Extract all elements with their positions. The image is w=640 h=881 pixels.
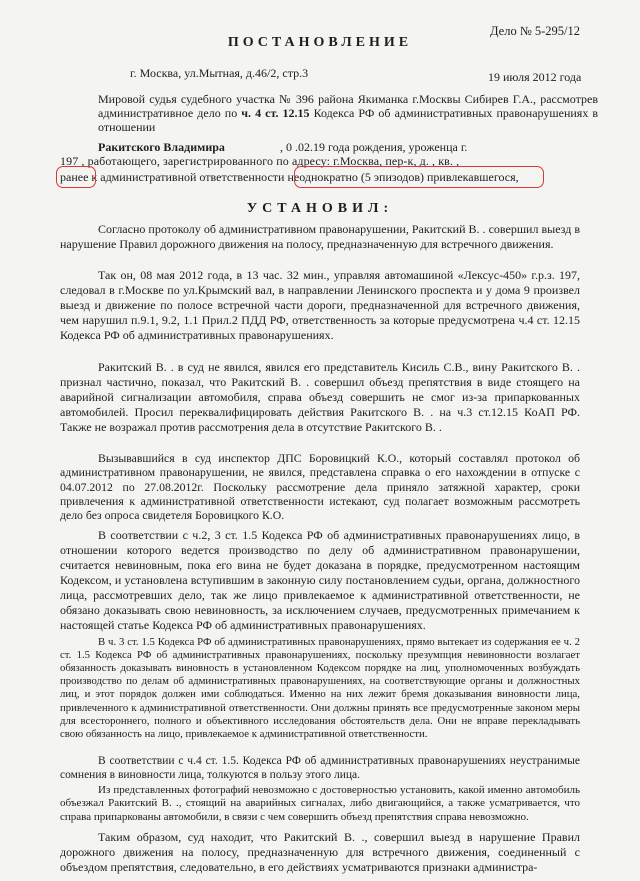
annotation-oval-episodes: [294, 166, 544, 188]
prior-middle: к административной ответственности: [91, 170, 285, 184]
court-address: г. Москва, ул.Мытная, д.46/2, стр.3: [130, 66, 309, 80]
paragraph-4: Вызывавшийся в суд инспектор ДПС Боровицкий К.О., который составлял протокол об административном правонарушении, не явился, представлена справка о его нахождении в отпуске с 04.07.2012 по 27.08.2012г. Поскольку рассмотрение дела приняло затяжной характер, сроки привлечения к административной ответственности истекают, суд полагает возможным рассмотреть дело без опроса свидетеля Боровицкого К.О.: [60, 452, 580, 523]
judge-intro: [98, 92, 598, 134]
prior-episodes: неоднократно (5 эпизодов) привлекавшегося,: [287, 170, 519, 184]
article-reference: ч. 4 ст. 12.15: [241, 106, 310, 120]
paragraph-3: Ракитский В. . в суд не явился, явился его представитель Кисиль С.В., вину Ракитского В. . признал частично, показал, что Ракитский В. . совершил объезд препятствия в виде стоящего на аварийной сигнализации автомобиля, справа объезд совершить не смог из-за припаркованных автомобилей. Просил переквалифицировать действия Ракитского В. . на ч.3 ст.12.15 КоАП РФ. Также не возражал против рассмотрения дела в отсутствие Ракитского В. .: [60, 360, 580, 434]
annotation-oval-prior: [56, 166, 96, 188]
paragraph-1: Согласно протоколу об административном правонарушении, Ракитский В. . совершил выезд в нарушение Правил дорожного движения на полосу, предназначенную для встречного движения.: [60, 222, 580, 251]
paragraph-5: В соответствии с ч.2, 3 ст. 1.5 Кодекса РФ об административных правонарушениях лицо, в отношении которого ведется производство по делу об административном правонарушении, считается невиновным, пока его вина не будет доказана в порядке, предусмотренном настоящим Кодексом, и установлена вступившим в законную силу постановлением судьи, органа, должностного лица, рассмотревших дело, так же лицо привлекаемое к административной ответственности, не обязано доказывать свою невиновность, за исключением случаев, предусмотренных примечанием к настоящей статье Кодекса РФ об административных правонарушениях.: [60, 528, 580, 632]
paragraph-8: Из представленных фотографий невозможно с достоверностью установить, какой именно автомобиль объезжал Ракитский В. ., стоящий на аварийных сигналах, либо двигающийся, а также усматривается, что справа припаркованы автомобили, в связи с чем совершить объезд препятствия справа невозможно.: [60, 784, 580, 823]
defendant-name: Ракитского Владимира: [98, 140, 225, 154]
defendant-address: 197 , работающего, зарегистрированного по адресу: г.Москва, пер-к, д. , кв. ,: [60, 154, 460, 168]
paragraph-7: В соответствии с ч.4 ст. 1.5. Кодекса РФ об административных правонарушениях неустранимые сомнения в виновности лица, толкуются в пользу этого лица.: [60, 755, 580, 782]
section-heading: УСТАНОВИЛ:: [246, 201, 394, 216]
prior-word: ранее: [60, 170, 89, 184]
case-number: Дело № 5-295/12: [490, 24, 581, 38]
paragraph-2: Так он, 08 мая 2012 года, в 13 час. 32 мин., управляя автомашиной «Лексус-450» г.р.з. 197, следовал в г.Москве по ул.Крымский вал, в направлении Ленинского проспекта и у дома 9 произвел выезд и движение по полосе встречной части дороги, предназначенной для встречного движения, чем нарушил п.9.1, 9.2, 1.1 Прил.2 ПДД РФ, ответственность за которые предусмотрена ч.4 ст. 12.15 Кодекса РФ об административных правонарушениях.: [60, 268, 580, 342]
paragraph-6: В ч. 3 ст. 1.5 Кодекса РФ об административных правонарушениях, прямо вытекает из содержания ее ч. 2 ст. 1.5 Кодекса РФ об административных правонарушениях, поскольку презумпция невиновности возлагает обязанность доказывать виновность в установленном Кодексом порядке на лиц, уполномоченных возбуждать производство по делам об административных правонарушениях, на соответствующие органы и должностных лиц, и этот порядок должен ими соблюдаться. Именно на них лежит бремя доказывания виновности лица, привлеченного к административной ответственности. Они должны принять все предусмотренные законом меры для всестороннего, полного и объективного исследования обстоятельств дела. Они не вправе перекладывать свою обязанность на лицо, привлекаемое к административной ответственности.: [60, 636, 580, 740]
judge-line: Мировой судья судебного участка № 396 района Якиманка г.Москвы Сибирев Г.А., рассмотрев административное дело по: [98, 92, 598, 120]
document-date: 19 июля 2012 года: [488, 70, 582, 84]
paragraph-9: Таким образом, суд находит, что Ракитский В. ., совершил выезд в нарушение Правил дорожного движения на полосу, предназначенную для встречного движения, соединенный с объездом препятствия, следовательно, в его действиях усматриваются признаки администра-: [60, 830, 580, 874]
document-title: ПОСТАНОВЛЕНИЕ: [227, 35, 413, 50]
defendant-birth: , 0 .02.19 года рождения, уроженца г.: [280, 140, 468, 154]
judge-line-tail: Кодекса РФ об административных правонарушениях в отношении: [98, 106, 599, 134]
